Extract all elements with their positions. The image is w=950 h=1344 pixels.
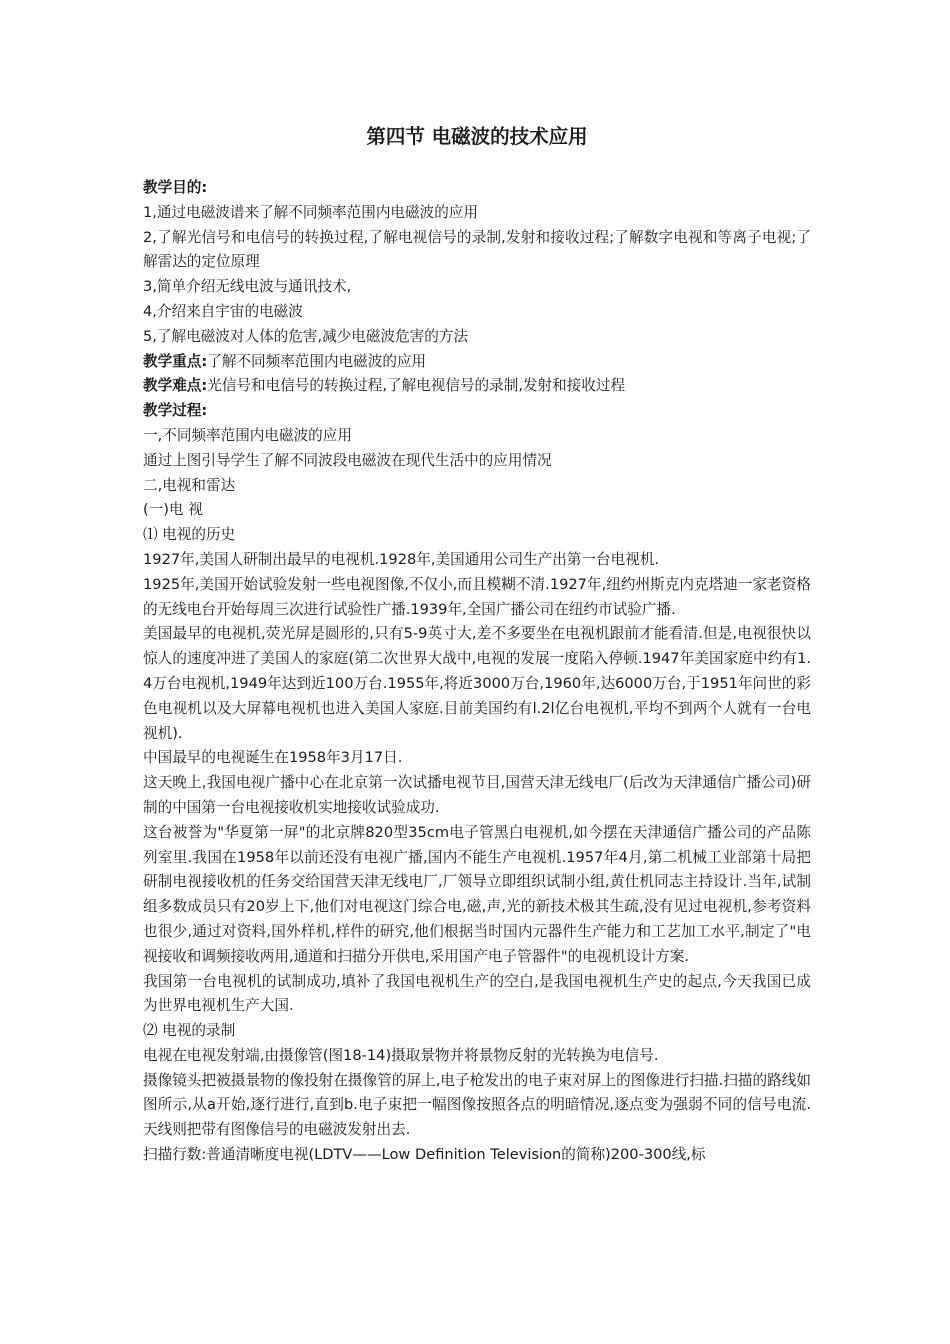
document-page — [143, 118, 811, 1168]
goals-heading: 教学目的: — [143, 179, 208, 196]
focus-text: 了解不同频率范围内电磁波的应用 — [207, 352, 427, 370]
difficulty-text: 光信号和电信号的转换过程,了解电视信号的录制,发射和接收过程 — [207, 377, 626, 395]
difficulty-label: 教学难点: — [143, 377, 208, 395]
process-heading: 教学过程: — [143, 402, 208, 420]
section-2-heading: 二,电视和雷达 — [143, 476, 236, 494]
subsection-tv-heading: (一)电 视 — [143, 501, 203, 519]
focus-label: 教学重点: — [143, 352, 208, 370]
goal-item-3: 3,简单介绍无线电波与通讯技术, — [143, 278, 352, 296]
paragraph: 这台被誉为"华夏第一屏"的北京牌820型35cm电子管黑白电视机,如今摆在天津通信广播公司的产品陈列室里.我国在1958年以前还没有电视广播,国内不能生产电视机.1957年4月,第二机械工业部第十局把研制电视接收机的任务交给国营天津无线电厂,厂领导立即组织试制小组,黄仕机同志主持设计.当年,试制组多数成员只有20岁上下,他们对电视这门综合电,磁,声,光的新技术极其生疏,没有见过电视机,参考资料也很少,通过对资料,国外样机,样件的研究,他们根据当时国内元器件生产能力和工艺加工水平,制定了"电视接收和调频接收两用,通道和扫描分开供电,采用国产电子管器件"的电视机设计方案. — [143, 823, 811, 965]
goal-item-4: 4,介绍来自宇宙的电磁波 — [143, 302, 303, 320]
paragraph: 扫描行数:普通清晰度电视(LDTV——Low Definition Television的简称)200-300线,标 — [143, 1146, 706, 1164]
section-1-text: 通过上图引导学生了解不同波段电磁波在现代生活中的应用情况 — [143, 451, 552, 469]
tv-history-heading: ⑴ 电视的历史 — [143, 526, 236, 544]
goal-item-2: 2,了解光信号和电信号的转换过程,了解电视信号的录制,发射和接收过程;了解数字电视和等离子电视;了解雷达的定位原理 — [143, 228, 811, 271]
paragraph: 1927年,美国人研制出最早的电视机.1928年,美国通用公司生产出第一台电视机. — [143, 550, 660, 568]
difficulty-line — [143, 374, 811, 399]
paragraph: 1925年,美国开始试验发射一些电视图像,不仅小,而且模糊不清.1927年,纽约州斯克内克塔迪一家老资格的无线电台开始每周三次进行试验性广播.1939年,全国广播公司在纽约市试验广播. — [143, 575, 811, 618]
tv-recording-heading: ⑵ 电视的录制 — [143, 1022, 236, 1040]
section-1-heading: 一,不同频率范围内电磁波的应用 — [143, 426, 352, 444]
paragraph: 这天晚上,我国电视广播中心在北京第一次试播电视节目,国营天津无线电厂(后改为天津通信广播公司)研制的中国第一台电视接收机实地接收试验成功. — [143, 774, 811, 816]
document-title: 第四节 电磁波的技术应用 — [366, 125, 588, 148]
paragraph: 电视在电视发射端,由摄像管(图18-14)摄取景物并将景物反射的光转换为电信号. — [143, 1046, 659, 1064]
goal-item-5: 5,了解电磁波对人体的危害,减少电磁波危害的方法 — [143, 327, 469, 345]
goal-item-1: 1,通过电磁波谱来了解不同频率范围内电磁波的应用 — [143, 203, 478, 221]
paragraph: 中国最早的电视诞生在1958年3月17日. — [143, 749, 403, 767]
paragraph: 摄像镜头把被摄景物的像投射在摄像管的屏上,电子枪发出的电子束对屏上的图像进行扫描.扫描的路线如图所示,从a开始,逐行进行,直到b.电子束把一幅图像按照各点的明暗情况,逐点变为强弱不同的信号电流.天线则把带有图像信号的电磁波发射出去. — [143, 1071, 811, 1139]
paragraph: 我国第一台电视机的试制成功,填补了我国电视机生产的空白,是我国电视机生产史的起点,今天我国已成为世界电视机生产大国. — [143, 972, 811, 1015]
paragraph: 美国最早的电视机,荧光屏是圆形的,只有5-9英寸大,差不多要坐在电视机跟前才能看清.但是,电视很快以惊人的速度冲进了美国人的家庭(第二次世界大战中,电视的发展一度陷入停顿.1947年美国家庭中约有1.4万台电视机,1949年达到近100万台.1955年,将近3000万台,1960年,达6000万台,于1951年问世的彩色电视机以及大屏幕电视机也进入美国人家庭.目前美国约有l.2l亿台电视机,平均不到两个人就有一台电视机). — [143, 625, 811, 742]
focus-line — [143, 350, 811, 375]
